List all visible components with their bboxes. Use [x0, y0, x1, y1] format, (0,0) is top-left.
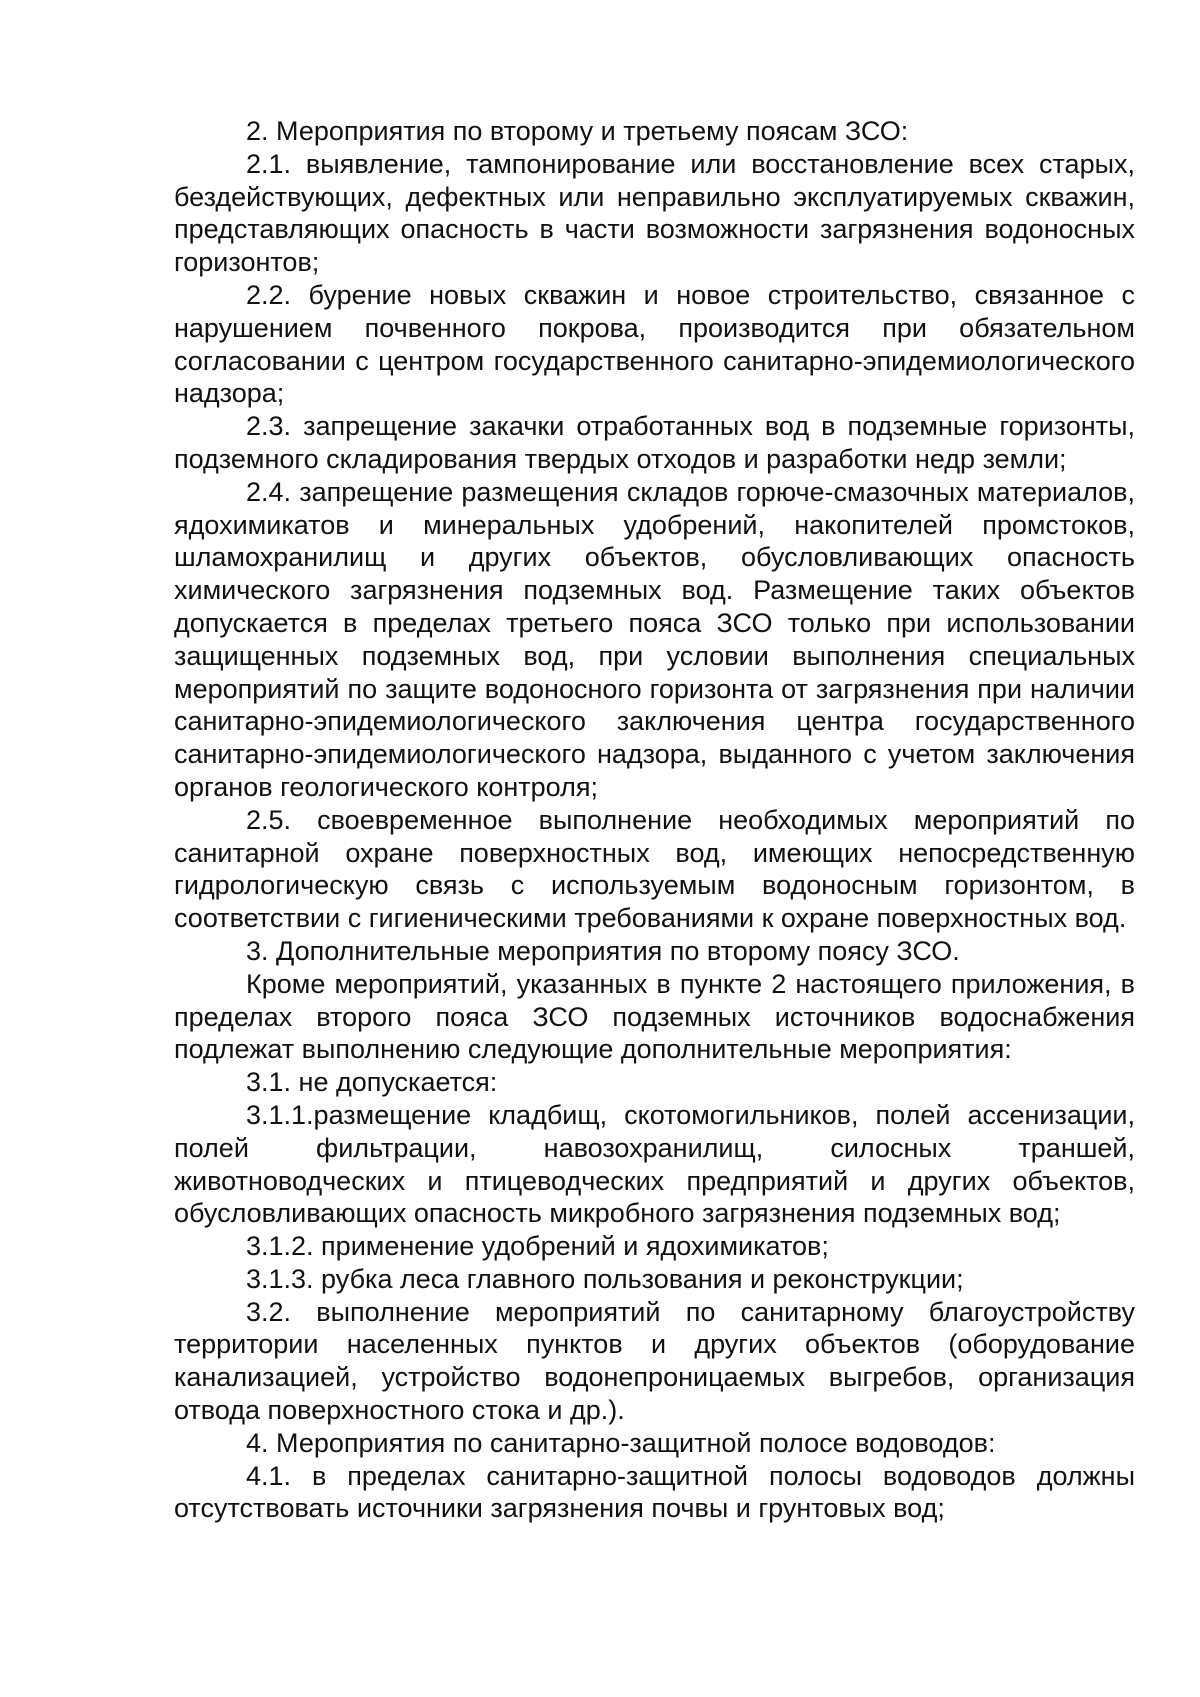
paragraph-3-1-1: 3.1.1.размещение кладбищ, скотомогильников, полей ассенизации, полей фильтрации, навозохранилищ, силосных траншей, животноводческих и птицеводческих предприятий и других объектов, обусловливающих опасность микробного загрязнения подземных вод; — [174, 1099, 1135, 1229]
paragraph-2-heading: 2. Мероприятия по второму и третьему поясам ЗСО: — [246, 116, 909, 146]
paragraph-2-4: 2.4. запрещение размещения складов горюче-смазочных материалов, ядохимикатов и минеральных удобрений, накопителей промстоков, шламохранилищ и других объектов, обусловливающих опасность химического загрязнения подземных вод. Размещение таких объектов допускается в пределах третьего пояса ЗСО только при использовании защищенных подземных вод, при условии выполнения специальных мероприятий по защите водоносного горизонта от загрязнения при наличии санитарно-эпидемиологического заключения центра государственного санитарно-эпидемиологического надзора, выданного с учетом заключения органов геологического контроля; — [174, 476, 1135, 802]
paragraph-2-2: 2.2. бурение новых скважин и новое строительство, связанное с нарушением почвенного покрова, производится при обязательном согласовании с центром государственного санитарно-эпидемиологического надзора; — [174, 279, 1135, 409]
paragraph-4-heading: 4. Мероприятия по санитарно-защитной полосе водоводов: — [246, 1427, 996, 1458]
document-body — [174, 115, 1135, 1525]
paragraph-3-intro: Кроме мероприятий, указанных в пункте 2 настоящего приложения, в пределах второго пояса ЗСО подземных источников водоснабжения подлежат выполнению следующие дополнительные мероприятия: — [174, 968, 1135, 1065]
paragraph-2-1: 2.1. выявление, тампонирование или восстановление всех старых, бездействующих, дефектных или неправильно эксплуатируемых скважин, представляющих опасность в части возможности загрязнения водоносных горизонтов; — [174, 148, 1135, 278]
paragraph-3-1: 3.1. не допускается: — [246, 1067, 498, 1098]
paragraph-3-1-3: 3.1.3. рубка леса главного пользования и реконструкции; — [246, 1263, 964, 1294]
paragraph-2-5: 2.5. своевременное выполнение необходимых мероприятий по санитарной охране поверхностных вод, имеющих непосредственную гидрологическую связь с используемым водоносным горизонтом, в соответствии с гигиеническими требованиями к охране поверхностных вод. — [174, 804, 1135, 934]
paragraph-2-3: 2.3. запрещение закачки отработанных вод в подземные горизонты, подземного складирования твердых отходов и разработки недр земли; — [174, 411, 1135, 474]
paragraph-3-heading: 3. Дополнительные мероприятия по второму поясу ЗСО. — [246, 935, 960, 966]
paragraph-3-1-2: 3.1.2. применение удобрений и ядохимикатов; — [246, 1231, 829, 1262]
paragraph-3-2: 3.2. выполнение мероприятий по санитарному благоустройству территории населенных пунктов и других объектов (оборудование канализацией, устройство водонепроницаемых выгребов, организация отвода поверхностного стока и др.). — [174, 1296, 1135, 1426]
paragraph-4-1: 4.1. в пределах санитарно-защитной полосы водоводов должны отсутствовать источники загрязнения почвы и грунтовых вод; — [174, 1460, 1135, 1524]
